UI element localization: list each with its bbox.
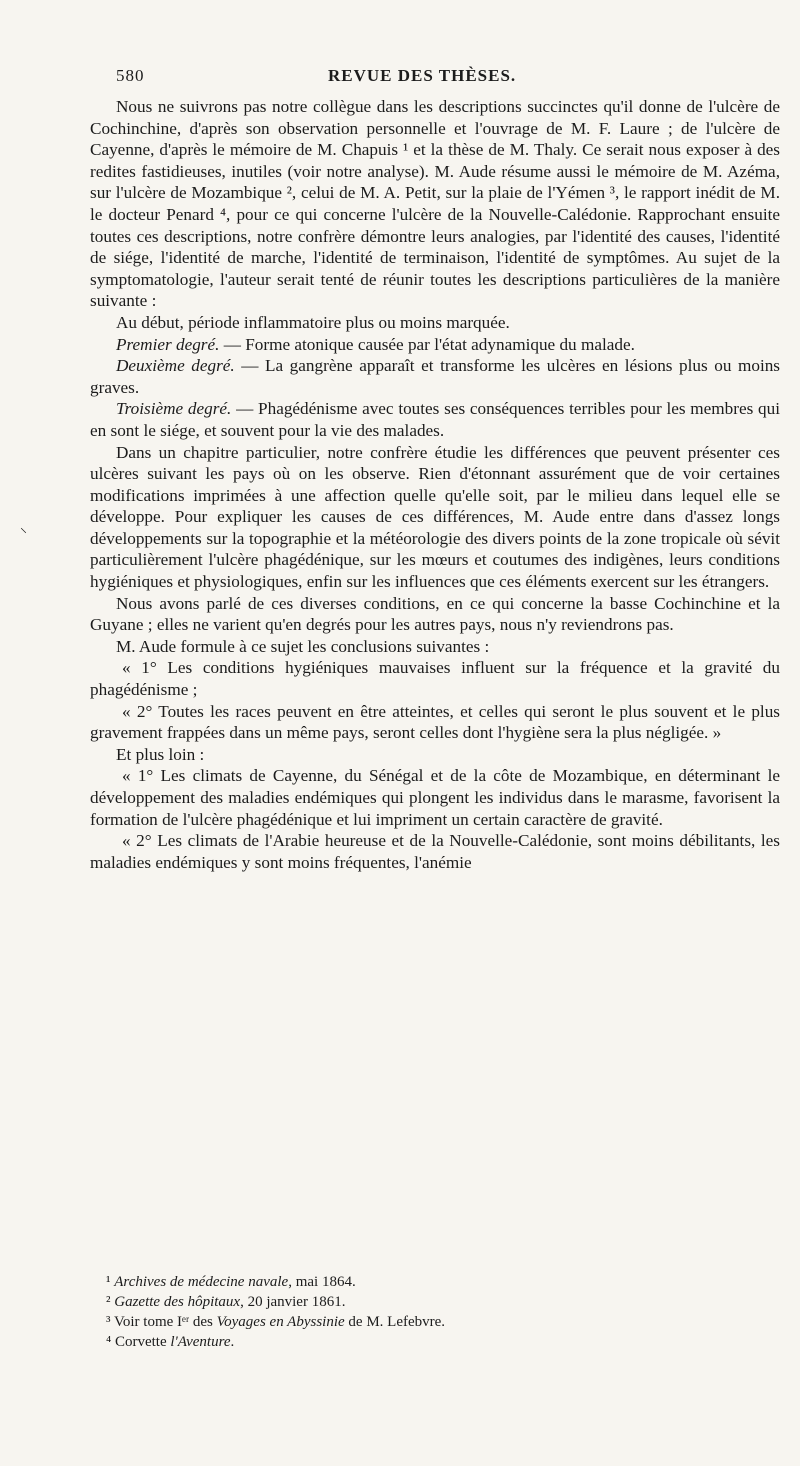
footnote-2 (90, 1292, 780, 1312)
footnote-1 (90, 1272, 780, 1292)
footnote-text: de M. Lefebvre. (344, 1314, 446, 1330)
paragraph-debut: Au début, période inflammatoire plus ou moins marquée. (116, 312, 510, 332)
paragraph-conditions: Nous avons parlé de ces diverses conditions, en ce qui concerne la basse Cochinchine et la Guyane ; elles ne varient qu'en degrés pour les autres pays, nous n'y reviendrons pas. (90, 593, 780, 635)
degree-label: Premier degré. (116, 334, 220, 354)
degree-label: Troisième degré. (116, 399, 232, 419)
footnote-title: Archives de médecine navale (114, 1274, 289, 1290)
quote-conclusion-1: « 1° Les conditions hygiéniques mauvaises influent sur la fréquence et la gravité du phagédénisme ; (90, 658, 780, 700)
degree-text: — Phagédénisme avec toutes ses conséquences terribles pour les membres qui en sont le siége, et souvent pour la vie des malades. (90, 399, 781, 440)
footnote-text: , mai 1864. (288, 1274, 356, 1290)
degree-text: — Forme atonique causée par l'état adynamique du malade. (219, 334, 635, 354)
footnote-title: Voyages en Abyssinie (216, 1314, 345, 1330)
body-text (90, 96, 780, 873)
footnote-prefix: Voir tome Iᵉʳ des (113, 1314, 217, 1330)
paragraph-troisieme-degre (90, 398, 780, 441)
paragraph-premier-degre (90, 334, 780, 356)
footnote-text: , 20 janvier 1861. (240, 1294, 346, 1310)
paragraph-conclusions-intro: M. Aude formule à ce sujet les conclusions suivantes : (116, 636, 490, 656)
margin-mark: ⸜ (20, 521, 27, 536)
degree-label: Deuxième degré. (116, 356, 235, 376)
footnote-prefix: Corvette (114, 1334, 171, 1350)
degree-text: — La gangrène apparaît et transforme les ulcères en lésions plus ou moins graves. (90, 356, 780, 397)
footnote-title: Gazette des hôpitaux (114, 1294, 241, 1310)
paragraph-differences: Dans un chapitre particulier, notre confrère étudie les différences que peuvent présenter ces ulcères suivant les pays où on les observe. Rien d'étonnant assurément que de voir certaines modifications imprimées à une affection quelle qu'elle soit, par le milieu dans lequel elle se développe. Pour expliquer les causes de ces différences, M. Aude entre dans d'assez longs développements sur la topographie et la météorologie des divers points de la zone tropicale où sévit particulièrement l'ulcère phagédénique, sur les mœurs et coutumes des indigènes, leurs conditions hygiéniques et physiologiques, enfin sur les influences que ces éléments exercent sur les étrangers. (90, 442, 780, 592)
quote-climat-1: « 1° Les climats de Cayenne, du Sénégal et de la côte de Mozambique, en déterminant le développement des maladies endémiques qui plongent les individus dans le marasme, favorisent la formation de l'ulcère phagédénique et lui impriment un certain caractère de gravité. (90, 766, 780, 829)
quote-climat-2: « 2° Les climats de l'Arabie heureuse et de la Nouvelle-Calédonie, sont moins débilitants, les maladies endémiques y sont moins fréquentes, l'anémie (90, 831, 780, 872)
footnote-mark: ¹ (106, 1274, 111, 1290)
footnote-3 (90, 1312, 780, 1332)
page-number: 580 (116, 66, 145, 85)
footnote-mark: ² (106, 1294, 111, 1310)
footnote-text: . (230, 1334, 235, 1350)
quote-conclusion-2: « 2° Toutes les races peuvent en être atteintes, et celles qui seront le plus souvent et le plus gravement frappées dans un même pays, seront celles dont l'hygiène sera la plus négligée. » (90, 701, 780, 743)
footnote-mark: ⁴ (106, 1334, 112, 1350)
footnote-4 (90, 1332, 780, 1352)
running-title: REVUE DES THÈSES. (328, 66, 517, 85)
footnotes (90, 1272, 780, 1352)
paragraph-intro: Nous ne suivrons pas notre collègue dans les descriptions succinctes qu'il donne de l'ulcère de Cochinchine, d'après son observation personnelle et l'ouvrage de M. F. Laure ; de l'ulcère de Cayenne, d'après le mémoire de M. Chapuis ¹ et la thèse de M. Thaly. Ce serait nous exposer à des redites fastidieuses, inutiles (voir notre analyse). M. Aude résume aussi le mémoire de M. Azéma, sur l'ulcère de Mozambique ², celui de M. A. Petit, sur la plaie de l'Yémen ³, le rapport inédit de M. le docteur Penard ⁴, pour ce qui concerne l'ulcère de la Nouvelle-Calédonie. Rapprochant ensuite toutes ces descriptions, notre confrère démontre leurs analogies, par l'identité des causes, l'identité de siége, l'identité de marche, l'identité de terminaison, l'identité de symptômes. Au sujet de la symptomatologie, l'auteur serait tenté de réunir toutes les descriptions particulières de la manière suivante : (90, 97, 780, 311)
footnote-title: l'Aventure (170, 1334, 231, 1350)
paragraph-deuxieme-degre (90, 355, 780, 398)
footnote-mark: ³ (106, 1314, 111, 1330)
paragraph-plus-loin: Et plus loin : (116, 744, 205, 764)
